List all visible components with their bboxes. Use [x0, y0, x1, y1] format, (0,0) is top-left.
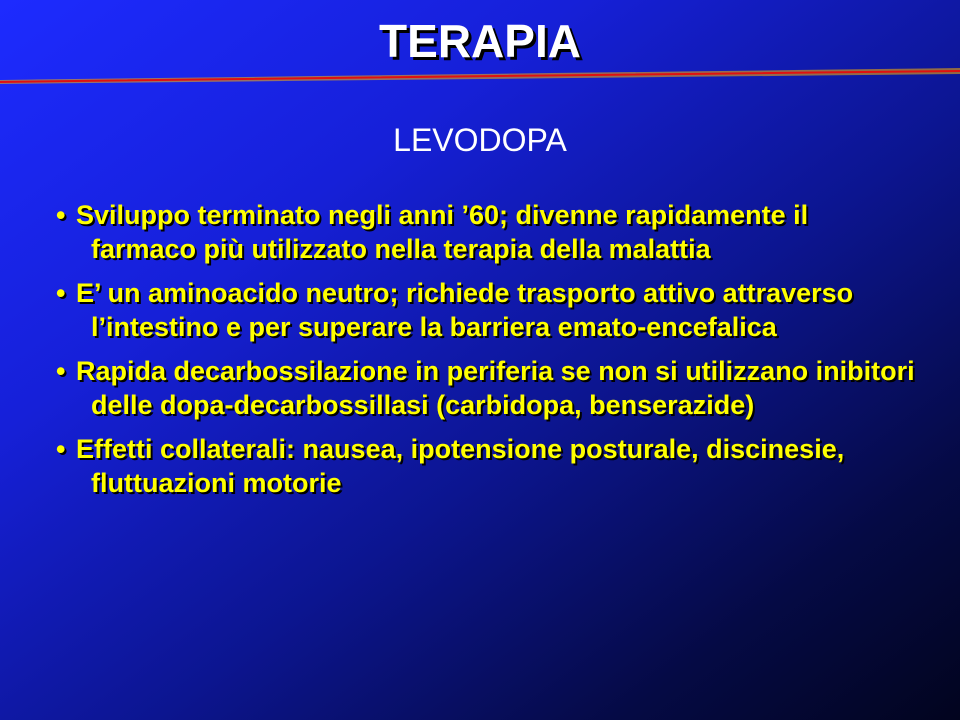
section-subtitle: LEVODOPA: [393, 122, 567, 158]
bullet-marker: •: [56, 278, 66, 308]
bullet-marker: •: [56, 356, 66, 386]
bullet-text: E’ un aminoacido neutro; richiede trasporto attivo attraverso l’intestino e per superare la barriera emato-encefalica: [76, 278, 854, 342]
title-underline-rule: [0, 66, 960, 94]
bullet-text: Sviluppo terminato negli anni ’60; divenne rapidamente il farmaco più utilizzato nella terapia della malattia: [76, 200, 809, 264]
bullet-text: Effetti collaterali: nausea, ipotensione posturale, discinesie, fluttuazioni motorie: [76, 434, 845, 498]
bullet-item: [56, 354, 916, 422]
bullet-item: [56, 198, 916, 266]
bullet-marker: •: [56, 200, 66, 230]
rule-line: [0, 70, 960, 83]
bullet-text: Rapida decarbossilazione in periferia se non si utilizzano inibitori delle dopa-decarbossillasi (carbidopa, benserazide): [76, 356, 915, 420]
slide-title: TERAPIA: [379, 15, 581, 67]
bullet-item: [56, 432, 916, 500]
bullet-list: [56, 198, 916, 510]
bullet-marker: •: [56, 434, 66, 464]
bullet-item: [56, 276, 916, 344]
